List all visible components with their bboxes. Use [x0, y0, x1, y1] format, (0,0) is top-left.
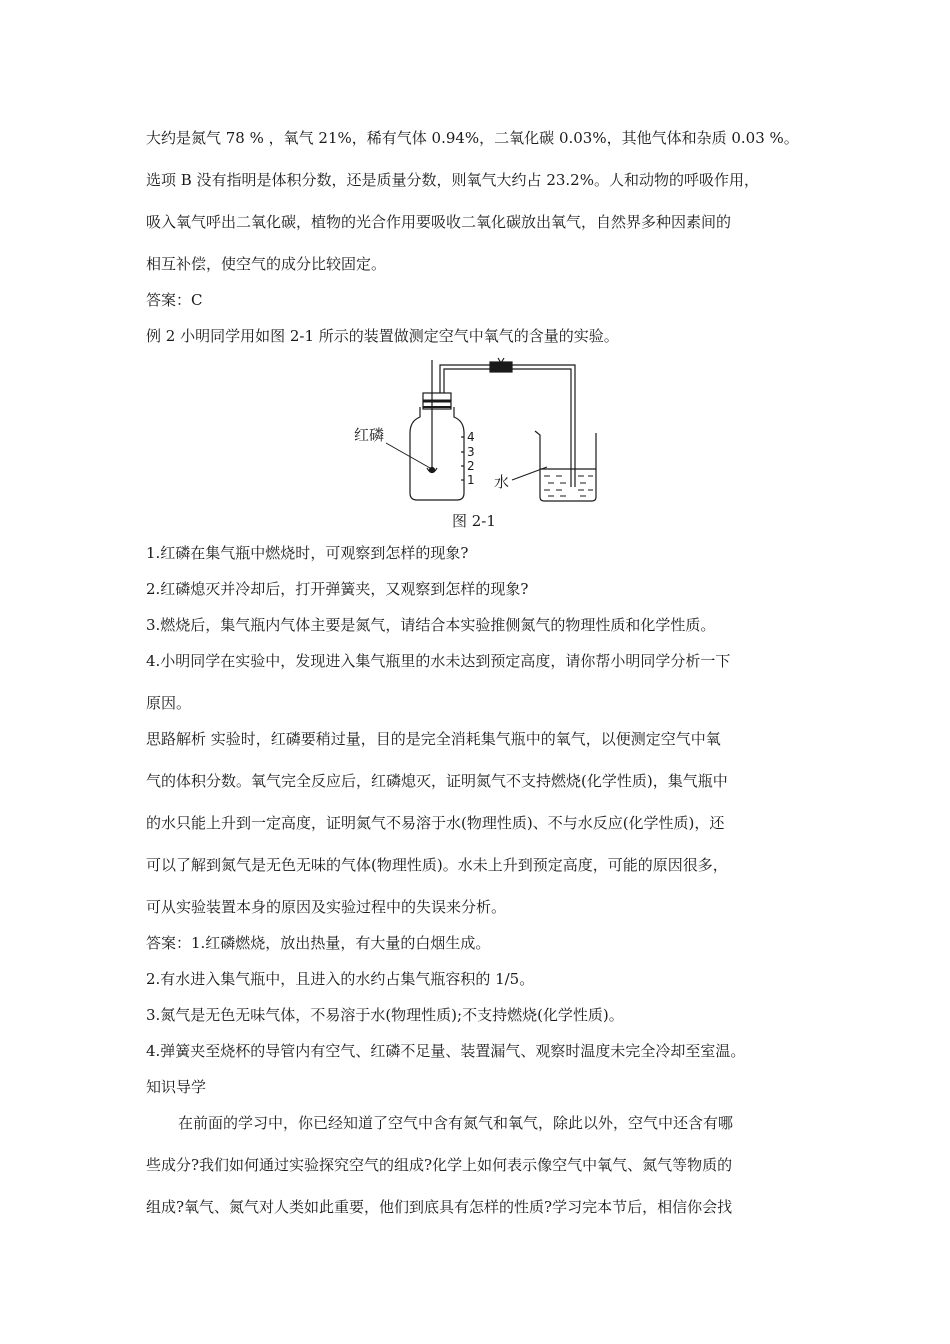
text-line: 相互补偿，使空气的成分比较固定。: [146, 255, 387, 273]
gas-bottle: [410, 407, 464, 500]
answer-line: 2.有水进入集气瓶中，且进入的水约占集气瓶容积的 1/5。: [146, 970, 535, 988]
label-water: 水: [494, 473, 510, 491]
text-line: 大约是氮气 78 % ，氧气 21%，稀有气体 0.94%，二氧化碳 0.03%，其他气体和杂质 0.03 %。: [146, 129, 799, 147]
question-line: 3.燃烧后，集气瓶内气体主要是氮气，请结合本实验推侧氮气的物理性质和化学性质。: [146, 616, 716, 634]
text-line: 吸入氧气呼出二氧化碳，植物的光合作用要吸收二氧化碳放出氧气，自然界多种因素间的: [146, 213, 732, 231]
answer-line: 3.氮气是无色无味气体，不易溶于水(物理性质);不支持燃烧(化学性质)。: [146, 1006, 624, 1024]
scale-mark: 3: [467, 445, 475, 459]
section-title: 知识导学: [146, 1078, 207, 1096]
answer-line: 答案：C: [146, 291, 203, 309]
text-line: 些成分?我们如何通过实验探究空气的组成?化学上如何表示像空气中氧气、氮气等物质的: [146, 1156, 733, 1174]
scale-mark: 2: [467, 459, 475, 473]
text-line: 组成?氧气、氮气对人类如此重要，他们到底具有怎样的性质?学习完本节后，相信你会找: [146, 1198, 733, 1216]
apparatus-diagram: [350, 355, 610, 510]
question-line: 4.小明同学在实验中，发现进入集气瓶里的水未达到预定高度，请你帮小明同学分析一下: [146, 652, 731, 670]
figure-caption: 图 2-1: [452, 512, 496, 530]
question-line: 2.红磷熄灭并冷却后，打开弹簧夹，又观察到怎样的现象?: [146, 580, 529, 598]
analysis-line: 气的体积分数。氧气完全反应后，红磷熄灭，证明氮气不支持燃烧(化学性质)，集气瓶中: [146, 772, 728, 790]
scale-mark: 4: [467, 430, 475, 444]
question-line: 1.红磷在集气瓶中燃烧时，可观察到怎样的现象?: [146, 544, 469, 562]
text-line: 选项 B 没有指明是体积分数，还是质量分数，则氧气大约占 23.2%。人和动物的呼吸作用，: [146, 171, 759, 189]
answer-line: 答案：1.红磷燃烧，放出热量，有大量的白烟生成。: [146, 934, 491, 952]
analysis-line: 思路解析 实验时，红磷要稍过量，目的是完全消耗集气瓶中的氧气，以便测定空气中氧: [146, 730, 721, 748]
answer-line: 4.弹簧夹至烧杯的导管内有空气、红磷不足量、装置漏气、观察时温度未完全冷却至室温。: [146, 1042, 746, 1060]
analysis-line: 可以了解到氮气是无色无味的气体(物理性质)。水未上升到预定高度，可能的原因很多，: [146, 856, 728, 874]
scale-mark: 1: [467, 473, 475, 487]
text-line: 在前面的学习中，你已经知道了空气中含有氮气和氧气，除此以外，空气中还含有哪: [178, 1114, 734, 1132]
question-line: 原因。: [146, 694, 192, 712]
example-heading: 例 2 小明同学用如图 2-1 所示的装置做测定空气中氧气的含量的实验。: [146, 327, 619, 345]
analysis-line: 可从实验装置本身的原因及实验过程中的失误来分析。: [146, 898, 507, 916]
label-red-phosphorus: 红磷: [354, 426, 385, 444]
analysis-line: 的水只能上升到一定高度，证明氮气不易溶于水(物理性质)、不与水反应(化学性质)，还: [146, 814, 725, 832]
water-fill: [544, 476, 593, 496]
